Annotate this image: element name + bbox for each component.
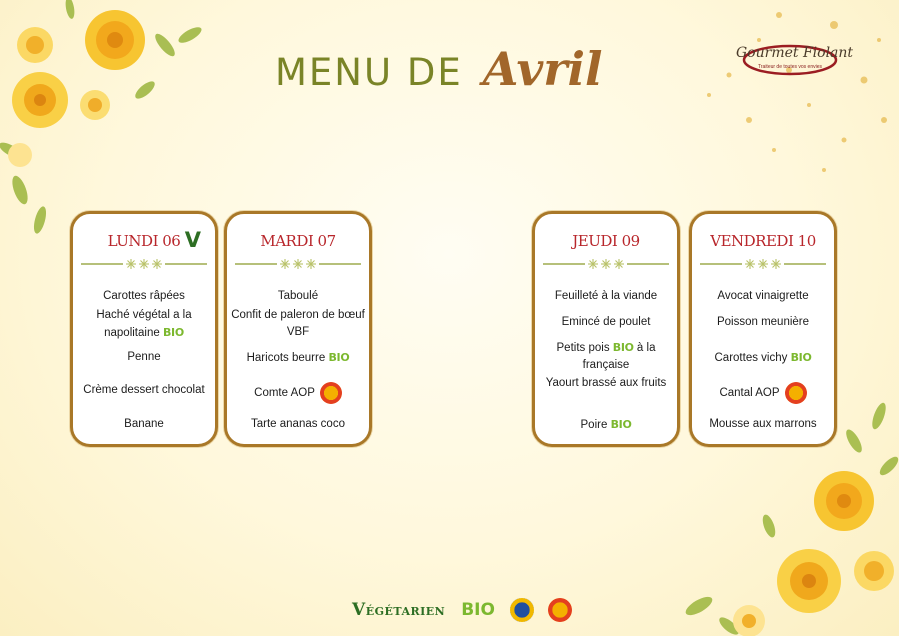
title-main: MENU DE (275, 51, 463, 94)
dish-name: Carottes vichy (714, 352, 788, 364)
bio-label-icon: BIO (610, 418, 632, 431)
dish-item (231, 382, 365, 404)
dish-item (539, 288, 673, 305)
dish-name: Confit de paleron de bœuf VBF (231, 309, 365, 338)
dish-item (696, 416, 830, 433)
logo-subtitle: Traiteur de toutes vos envies (758, 64, 823, 70)
page-title (275, 42, 602, 102)
vegetarian-icon: V (184, 228, 201, 252)
dish-name: Cantal AOP (719, 387, 780, 400)
dish-name: Emincé de poulet (561, 316, 651, 328)
dish-item (77, 416, 211, 433)
dish-name: Poire (580, 419, 608, 431)
legend-vegetarian (352, 600, 445, 620)
day-card-vendredi (689, 211, 837, 447)
card-divider (81, 257, 207, 271)
logo-text: Gourmet Fiolant (736, 45, 854, 61)
legend (352, 595, 572, 625)
dish-item (231, 288, 365, 305)
dish-name: Carottes râpées (103, 290, 185, 302)
bio-label-icon: BIO (162, 326, 184, 339)
dish-item (77, 288, 211, 305)
day-card-jeudi (532, 211, 680, 447)
dish-item (231, 416, 365, 433)
bio-label-icon: BIO (328, 351, 350, 364)
day-card-mardi (224, 211, 372, 447)
card-divider (235, 257, 361, 271)
day-label: JEUDI 09 (572, 232, 640, 250)
day-label: LUNDI 06 (107, 232, 181, 250)
dish-name: Banane (124, 418, 164, 430)
aop-label-icon (785, 382, 807, 404)
dish-item (77, 307, 211, 342)
aop-label-icon (548, 598, 572, 622)
dish-list (535, 276, 677, 444)
day-card-lundi (70, 211, 218, 447)
bio-label-icon: BIO (612, 341, 634, 354)
day-label: MARDI 07 (260, 232, 336, 250)
dish-list (73, 276, 215, 444)
confetti-decoration (649, 0, 899, 200)
dish-item (696, 314, 830, 331)
aop-label-icon (320, 382, 342, 404)
legend-vegetarian-rest: ÉGÉTARIEN (365, 605, 446, 618)
card-divider (700, 257, 826, 271)
igp-label-icon (510, 598, 534, 622)
dish-item (696, 349, 830, 367)
dish-item (231, 307, 365, 341)
dish-list (692, 276, 834, 444)
dish-name: Tarte ananas coco (251, 418, 345, 430)
dish-item (77, 349, 211, 366)
dish-item (539, 314, 673, 331)
card-divider (543, 257, 669, 271)
dish-name: Yaourt brassé aux fruits (545, 377, 667, 389)
dish-name: Petits pois (556, 342, 610, 354)
dish-name: Haricots beurre (246, 352, 326, 364)
dish-name: Haché végétal a la napolitaine (96, 309, 192, 339)
caterer-logo (728, 40, 854, 82)
dish-item (696, 382, 830, 404)
dish-name: Avocat vinaigrette (717, 290, 809, 302)
dish-name: Mousse aux marrons (709, 418, 817, 430)
legend-vegetarian-initial: V (352, 600, 366, 620)
dish-name: Crème dessert chocolat (83, 384, 205, 396)
dish-item (539, 416, 673, 434)
dish-name: Poisson meunière (716, 316, 810, 328)
dish-name: Penne (127, 351, 161, 363)
dish-name: Feuilleté à la viande (554, 290, 658, 302)
dish-item (539, 339, 673, 374)
title-month: Avril (482, 42, 603, 96)
day-label: VENDREDI 10 (710, 232, 816, 250)
dish-item (231, 349, 365, 367)
dish-item (77, 382, 211, 399)
dish-name: Taboulé (277, 290, 319, 302)
bio-label-icon: BIO (790, 351, 812, 364)
dish-name: Comte AOP (254, 387, 315, 400)
dish-name: à la française (582, 342, 656, 371)
dish-item (539, 375, 673, 392)
dish-list (227, 276, 369, 444)
dish-item (696, 288, 830, 305)
legend-bio: BIO (461, 600, 495, 620)
